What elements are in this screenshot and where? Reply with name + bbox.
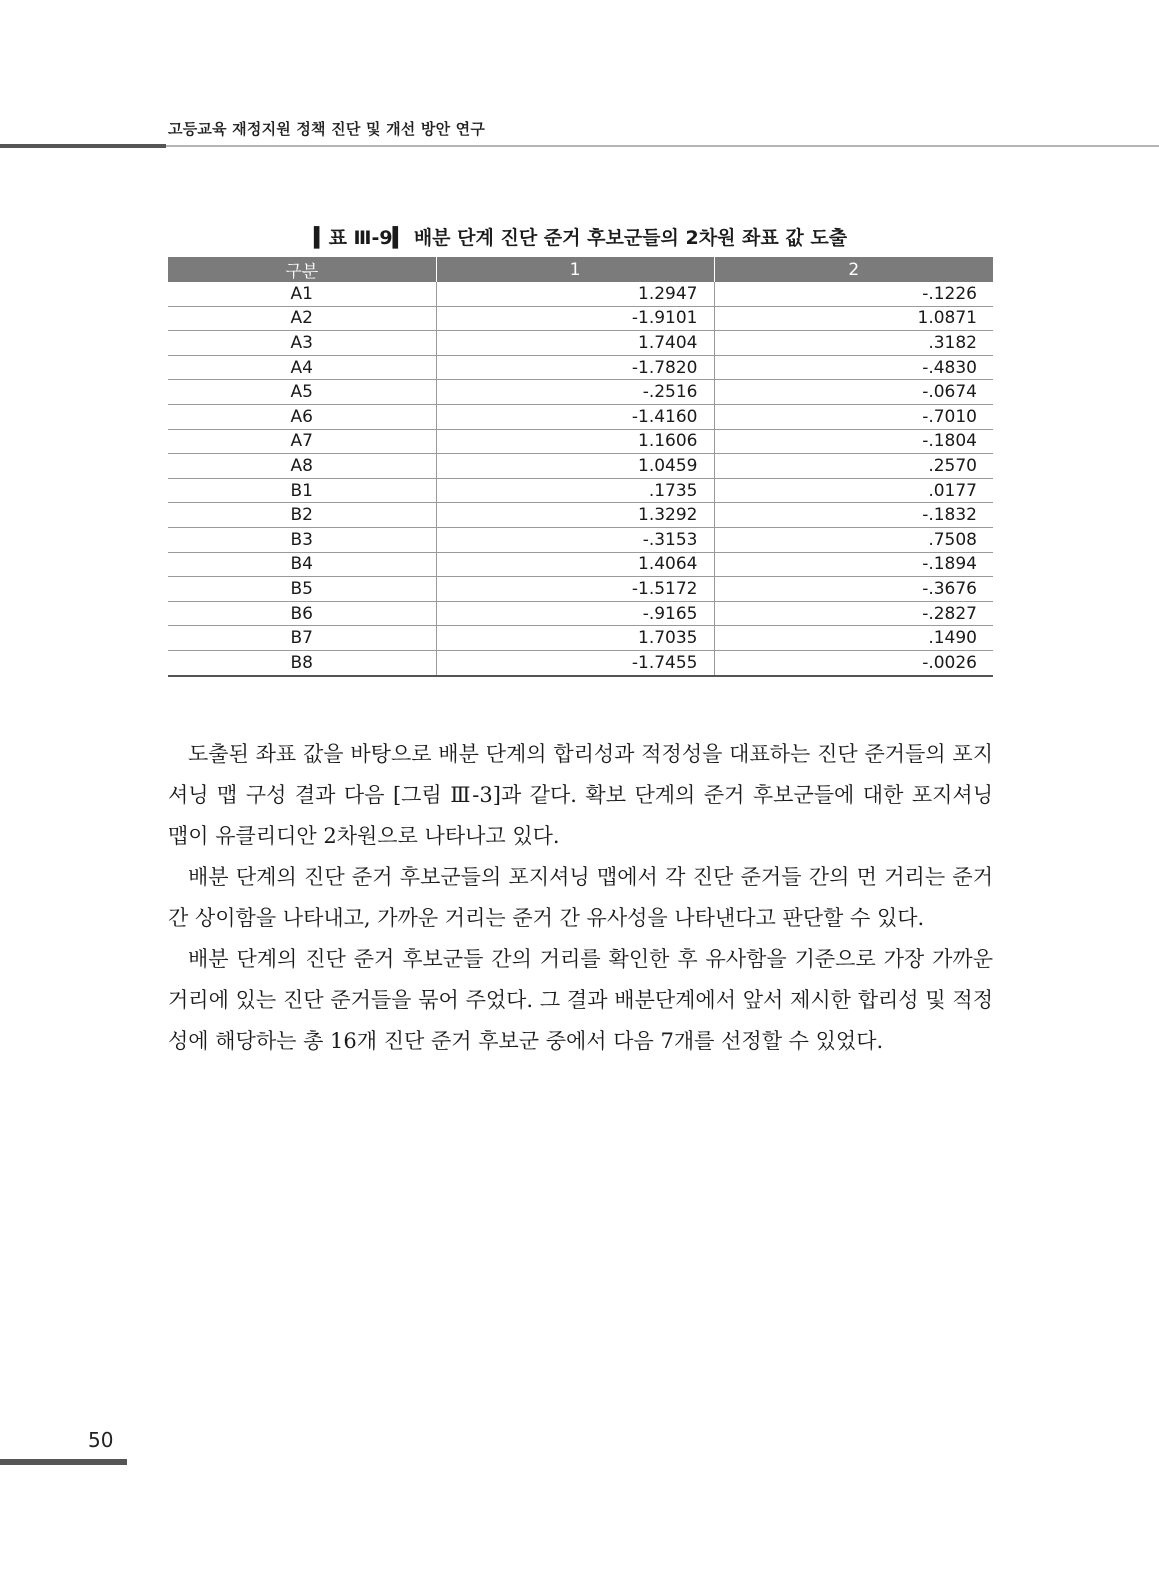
dimension-1-value: 1.1606 [436,429,714,454]
table-row [168,282,993,306]
dimension-2-value: -.1832 [714,503,993,528]
table-row [168,527,993,552]
body-paragraph-2: 배분 단계의 진단 준거 후보군들의 포지셔닝 맵에서 각 진단 준거들 간의 먼 거리는 준거 간 상이함을 나타내고, 가까운 거리는 준거 간 유사성을 나타낸다고 판단할 수 있다. [168,865,993,930]
table-body [168,282,993,676]
row-label: B6 [168,601,436,626]
column-header-dimension-1: 1 [436,257,714,282]
dimension-2-value: -.2827 [714,601,993,626]
dimension-2-value: .1490 [714,626,993,651]
table-header-row [168,257,993,282]
row-label: A3 [168,331,436,356]
page-number: 50 [88,1428,114,1452]
dimension-2-value: -.1804 [714,429,993,454]
table-row [168,355,993,380]
dimension-2-value: -.3676 [714,577,993,602]
coordinate-table [168,257,993,677]
table-caption: ▍표 Ⅲ-9▍ 배분 단계 진단 준거 후보군들의 2차원 좌표 값 도출 [313,227,848,249]
dimension-1-value: -1.4160 [436,404,714,429]
dimension-1-value: -.3153 [436,527,714,552]
dimension-1-value: -1.9101 [436,306,714,331]
row-label: B1 [168,478,436,503]
row-label: A4 [168,355,436,380]
table-row [168,331,993,356]
table-row [168,552,993,577]
dimension-1-value: -1.7820 [436,355,714,380]
dimension-1-value: -1.5172 [436,577,714,602]
table-row [168,306,993,331]
dimension-2-value: -.0026 [714,650,993,675]
dimension-2-value: .2570 [714,454,993,479]
dimension-1-value: -1.7455 [436,650,714,675]
row-label: B7 [168,626,436,651]
dimension-1-value: 1.7404 [436,331,714,356]
footer-rule [0,1459,127,1465]
row-label: A2 [168,306,436,331]
dimension-1-value: 1.2947 [436,282,714,306]
row-label: A6 [168,404,436,429]
dimension-2-value: .7508 [714,527,993,552]
dimension-1-value: 1.7035 [436,626,714,651]
dimension-1-value: -.9165 [436,601,714,626]
row-label: A7 [168,429,436,454]
table-row [168,454,993,479]
row-label: B8 [168,650,436,675]
dimension-1-value: -.2516 [436,380,714,405]
dimension-2-value: -.1226 [714,282,993,306]
body-paragraph-3: 배분 단계의 진단 준거 후보군들 간의 거리를 확인한 후 유사함을 기준으로 가장 가까운 거리에 있는 진단 준거들을 묶어 주었다. 그 결과 배분단계에서 앞서 제시한 합리성 및 적정성에 해당하는 총 16개 진단 준거 후보군 중에서 다음 7개를 선정할 수 있었다. [168,947,993,1053]
running-header: 고등교육 재정지원 정책 진단 및 개선 방안 연구 [168,120,486,138]
table-row [168,650,993,675]
dimension-1-value: .1735 [436,478,714,503]
table-row [168,503,993,528]
row-label: B5 [168,577,436,602]
table-row [168,626,993,651]
row-label: A1 [168,282,436,306]
dimension-2-value: .0177 [714,478,993,503]
dimension-2-value: -.4830 [714,355,993,380]
column-header-category: 구분 [168,257,436,282]
row-label: A8 [168,454,436,479]
dimension-1-value: 1.0459 [436,454,714,479]
column-header-dimension-2: 2 [714,257,993,282]
table-row [168,478,993,503]
row-label: B2 [168,503,436,528]
header-rule-light [166,145,1159,147]
table-row [168,404,993,429]
body-paragraph-1: 도출된 좌표 값을 바탕으로 배분 단계의 합리성과 적정성을 대표하는 진단 준거들의 포지셔닝 맵 구성 결과 다음 [그림 Ⅲ-3]과 같다. 확보 단계의 준거 후보군들에 대한 포지셔닝 맵이 유클리디안 2차원으로 나타나고 있다. [168,742,993,848]
row-label: B3 [168,527,436,552]
body-text [168,734,993,1062]
dimension-2-value: 1.0871 [714,306,993,331]
header-rule-dark [0,144,166,148]
row-label: A5 [168,380,436,405]
table-row [168,380,993,405]
row-label: B4 [168,552,436,577]
dimension-2-value: -.1894 [714,552,993,577]
dimension-1-value: 1.4064 [436,552,714,577]
dimension-2-value: .3182 [714,331,993,356]
table-row [168,577,993,602]
dimension-2-value: -.0674 [714,380,993,405]
table-row [168,429,993,454]
dimension-2-value: -.7010 [714,404,993,429]
dimension-1-value: 1.3292 [436,503,714,528]
table-row [168,601,993,626]
